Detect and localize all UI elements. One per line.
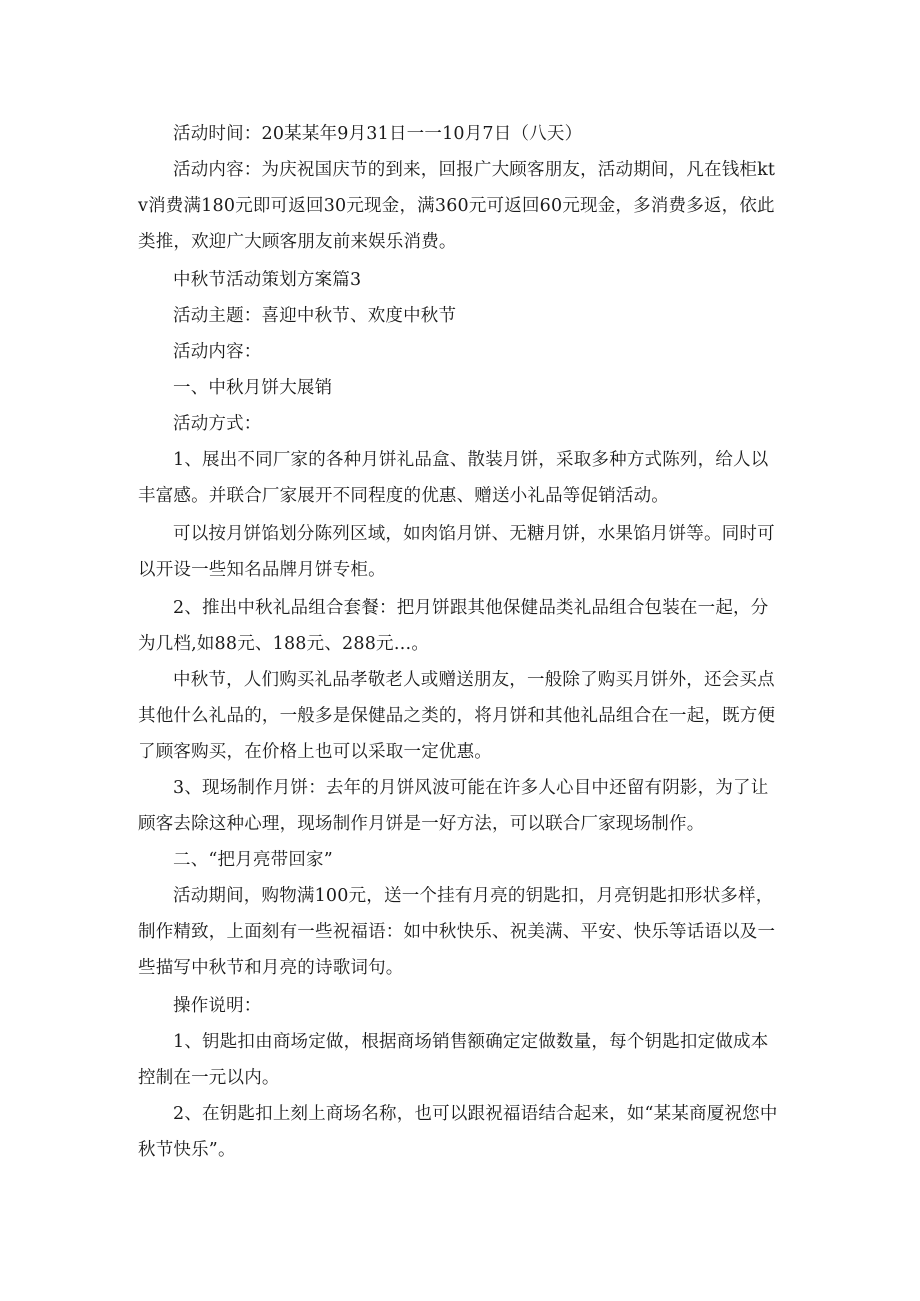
section-title-plan-3: 中秋节活动策划方案篇3 (173, 270, 362, 290)
activity-theme-paragraph: 活动主题：喜迎中秋节、欢度中秋节 (173, 306, 457, 326)
display-area-paragraph: 可以按月饼馅划分陈列区域，如肉馅月饼、无糖月饼，水果馅月饼等。同时可以开设一些知名品牌月饼专柜。 (138, 524, 775, 580)
keychain-activity-paragraph: 活动期间，购物满100元，送一个挂有月亮的钥匙扣，月亮钥匙扣形状多样，制作精致，上面刻有一些祝福语：如中秋快乐、祝美满、平安、快乐等话语以及一些描写中秋节和月亮的诗歌词句。 (138, 886, 776, 978)
heading-bring-moon-home: 二、“把月亮带回家” (173, 850, 333, 870)
activity-time-paragraph: 活动时间：20某某年9月31日一一10月7日（八天） (173, 124, 583, 144)
activity-method-label: 活动方式： (173, 414, 262, 434)
activity-content-label: 活动内容： (173, 342, 262, 362)
item-2-gift-set-paragraph: 2、推出中秋礼品组合套餐：把月饼跟其他保健品类礼品组合包装在一起，分为几档,如88元、188元、288元…。 (138, 598, 769, 654)
gift-explanation-paragraph: 中秋节，人们购买礼品孝敬老人或赠送朋友，一般除了购买月饼外，还会买点其他什么礼品的，一般多是保健品之类的，将月饼和其他礼品组合在一起，既方便了顾客购买，在价格上也可以采取一定优惠。 (138, 670, 776, 762)
item-1-display-paragraph: 1、展出不同厂家的各种月饼礼品盒、散装月饼，采取多种方式陈列，给人以丰富感。并联合厂家展开不同程度的优惠、赠送小礼品等促销活动。 (138, 450, 769, 506)
heading-mooncake-expo: 一、中秋月饼大展销 (173, 378, 333, 398)
operation-note-2-paragraph: 2、在钥匙扣上刻上商场名称，也可以跟祝福语结合起来，如“某某商厦祝您中秋节快乐”。 (138, 1104, 778, 1160)
operation-note-1-paragraph: 1、钥匙扣由商场定做，根据商场销售额确定定做数量，每个钥匙扣定做成本控制在一元以内。 (138, 1032, 769, 1088)
operation-notes-label: 操作说明： (173, 996, 262, 1016)
activity-content-paragraph: 活动内容：为庆祝国庆节的到来，回报广大顾客朋友，活动期间，凡在钱柜ktv消费满180元即可返回30元现金，满360元可返回60元现金，多消费多返，依此类推，欢迎广大顾客朋友前来娱乐消费。 (138, 160, 776, 252)
item-3-onsite-paragraph: 3、现场制作月饼：去年的月饼风波可能在许多人心目中还留有阴影，为了让顾客去除这种心理，现场制作月饼是一好方法，可以联合厂家现场制作。 (138, 778, 769, 834)
